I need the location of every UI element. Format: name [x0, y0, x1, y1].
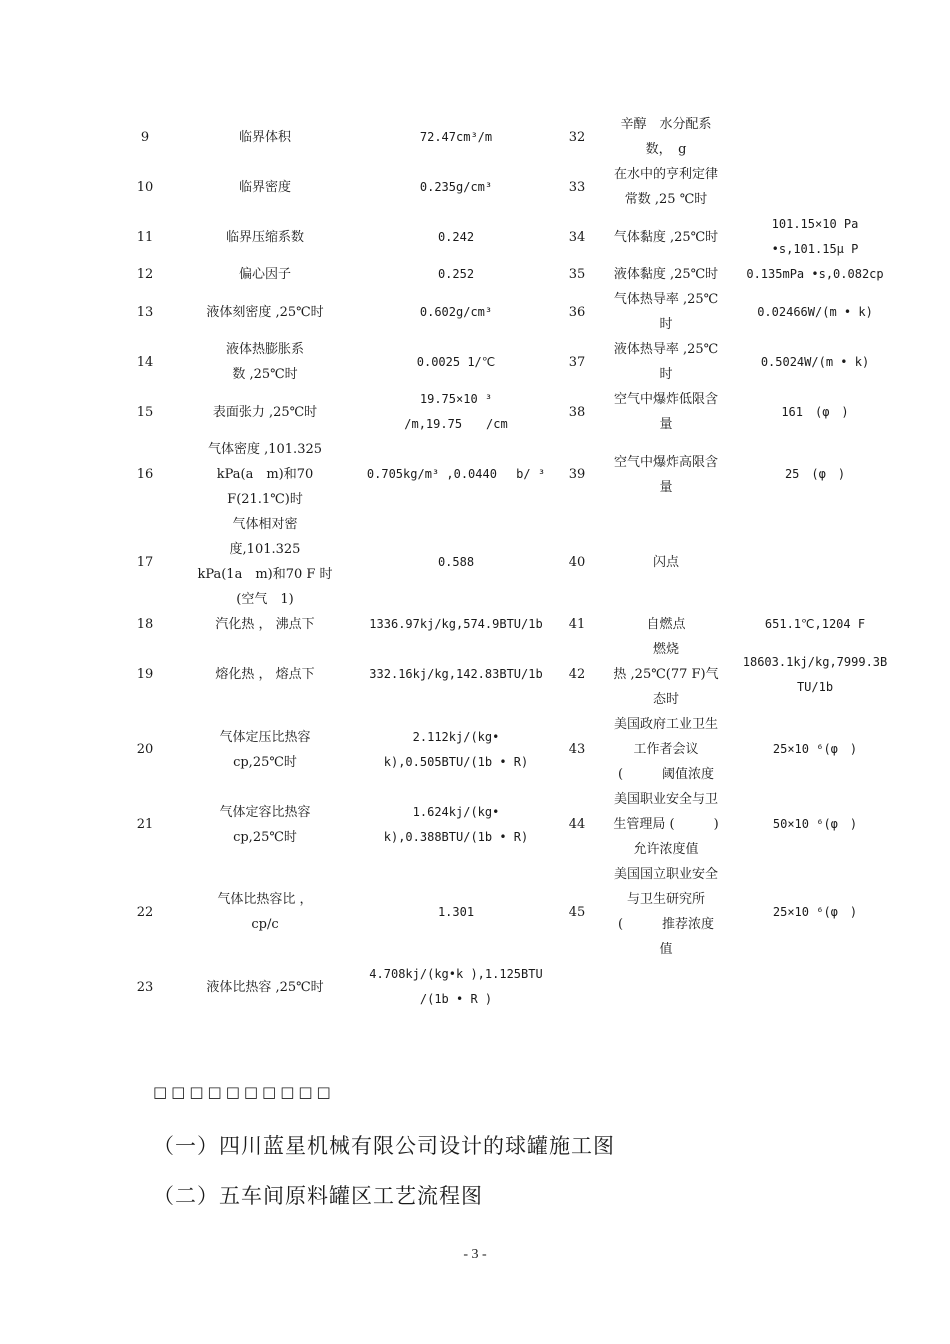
- left-item-number: 17: [136, 554, 154, 570]
- properties-table-body: [120, 112, 900, 1012]
- right-property-name: 空气中爆炸低限含 量: [613, 392, 718, 432]
- left-property-value: 0.242: [437, 229, 475, 244]
- page-number: - 3 -: [463, 1247, 487, 1262]
- table-row: [120, 962, 900, 1012]
- right-property-value: [730, 162, 900, 212]
- drawing-reference-2: （二）五车间原料罐区工艺流程图: [153, 1184, 483, 1208]
- right-property-value: [730, 962, 900, 1012]
- left-property-name: 气体比热容比 ， cp/c: [217, 892, 313, 932]
- right-item-number: 34: [568, 229, 586, 245]
- right-item-number: 40: [568, 554, 586, 570]
- left-item-number: 13: [136, 304, 154, 320]
- left-property-value: 0.588: [437, 554, 475, 569]
- left-item-number: 15: [136, 404, 154, 420]
- left-item-number: 21: [136, 817, 154, 832]
- left-property-value: 0.252: [437, 267, 475, 281]
- right-property-name: [602, 962, 730, 1012]
- right-property-name: 美国职业安全与卫 生管理局 ( ) 允许浓度值: [613, 792, 719, 857]
- right-item-number: 38: [568, 404, 586, 420]
- right-property-value: 25 (φ ): [784, 467, 846, 481]
- right-property-value: [730, 512, 900, 612]
- table-row: [120, 112, 900, 162]
- table-row: [120, 637, 900, 712]
- right-item-number: 36: [568, 304, 586, 320]
- left-property-name: 汽化热 ， 沸点下: [215, 617, 315, 632]
- left-item-number: 11: [136, 229, 154, 245]
- right-property-name: 辛醇 水分配系 数， g: [620, 117, 712, 157]
- table-row: [120, 387, 900, 437]
- left-property-name: 气体相对密 度,101.325 kPa(1a m)和70 F 时 (空气 1): [197, 517, 333, 607]
- table-row: [120, 787, 900, 862]
- left-property-value: 332.16kj/kg,142.83BTU/1b: [369, 667, 543, 681]
- right-item-number: 35: [568, 267, 586, 282]
- left-item-number: 18: [136, 617, 154, 632]
- left-property-value: 1.624kj/(kg• k),0.388BTU/(1b • R): [383, 804, 529, 844]
- right-property-name: 闪点: [652, 554, 679, 570]
- right-property-name: 气体黏度 ,25℃时: [613, 229, 719, 245]
- right-item-number: 39: [568, 467, 586, 482]
- left-property-name: 熔化热 ， 熔点下: [215, 667, 315, 682]
- right-item-number: 42: [568, 667, 586, 682]
- table-row: [120, 337, 900, 387]
- left-property-name: 临界密度: [238, 179, 291, 195]
- right-property-value: [730, 112, 900, 162]
- right-item-number: 45: [568, 904, 586, 920]
- left-property-name: 液体刻密度 ,25℃时: [206, 304, 324, 320]
- right-property-name: 自燃点: [646, 617, 686, 632]
- left-property-name: 液体热膨胀系 数 ,25℃时: [225, 342, 304, 382]
- right-property-name: 液体黏度 ,25℃时: [613, 267, 719, 282]
- drawing-reference-1: （一）四川蓝星机械有限公司设计的球罐施工图: [153, 1134, 615, 1158]
- right-item-number: [552, 962, 602, 1012]
- right-property-value: 651.1℃,1204 F: [764, 617, 866, 631]
- table-row: [120, 862, 900, 962]
- left-property-value: 0.235g/cm³: [419, 179, 493, 194]
- left-property-value: 19.75×10 ³ /m,19.75 /cm: [404, 392, 508, 431]
- right-property-name: 在水中的亨利定律 常数 ,25 ℃时: [613, 167, 718, 207]
- right-property-name: 气体热导率 ,25℃ 时: [613, 292, 719, 332]
- left-property-name: 偏心因子: [238, 267, 291, 282]
- right-item-number: 43: [568, 742, 586, 757]
- physical-properties-table: [120, 112, 900, 1012]
- table-row: [120, 262, 900, 287]
- left-property-value: 2.112kj/(kg• k),0.505BTU/(1b • R): [383, 729, 529, 769]
- right-property-name: 空气中爆炸高限含 量: [613, 454, 718, 495]
- left-property-value: 0.0025 1/℃: [416, 354, 496, 369]
- section-heading: □□□□□□□□□□: [153, 1083, 335, 1101]
- left-property-value: 72.47cm³/m: [419, 129, 493, 144]
- left-item-number: 16: [136, 467, 154, 482]
- left-property-name: 临界压缩系数: [225, 229, 304, 245]
- right-property-name: 燃烧 热 ,25℃(77 F)气 态时: [613, 642, 719, 707]
- left-property-name: 气体定压比热容 cp,25℃时: [219, 729, 311, 770]
- left-property-value: 1.301: [437, 904, 475, 919]
- table-row: [120, 712, 900, 787]
- right-item-number: 41: [568, 617, 586, 632]
- left-property-value: 4.708kj/(kg•k ),1.125BTU /(1b • R ): [369, 967, 543, 1006]
- left-item-number: 20: [136, 742, 154, 757]
- right-property-name: 液体热导率 ,25℃ 时: [613, 342, 719, 382]
- right-item-number: 44: [568, 817, 586, 832]
- left-property-name: 气体密度 ,101.325 kPa(a m)和70 F(21.1℃)时: [207, 442, 323, 507]
- right-property-name: 美国国立职业安全 与卫生研究所 ( 推荐浓度 值: [613, 867, 718, 957]
- table-row: [120, 162, 900, 212]
- left-item-number: 22: [136, 904, 154, 920]
- right-property-value: 161 (φ ): [781, 404, 849, 419]
- left-item-number: 9: [140, 129, 150, 145]
- right-property-value: 50×10 ⁶(φ ): [772, 817, 858, 831]
- left-item-number: 14: [136, 354, 154, 370]
- left-property-value: 0.705kg/m³ ,0.0440 b/ ³: [366, 467, 546, 481]
- right-property-value: 0.135mPa •s,0.082cp: [746, 267, 884, 281]
- right-property-value: 18603.1kj/kg,7999.3B TU/1b: [742, 654, 888, 694]
- left-item-number: 23: [136, 979, 154, 995]
- left-property-name: 液体比热容 ,25℃时: [206, 979, 324, 995]
- right-property-value: 101.15×10 Pa •s,101.15μ P: [771, 217, 859, 256]
- right-property-value: 25×10 ⁶(φ ): [772, 904, 858, 919]
- right-item-number: 32: [568, 129, 586, 145]
- right-property-name: 美国政府工业卫生 工作者会议 ( 阈值浓度: [613, 717, 718, 782]
- left-property-name: 气体定容比热容 cp,25℃时: [219, 804, 311, 845]
- right-item-number: 33: [568, 179, 586, 195]
- left-property-value: 0.602g/cm³: [419, 304, 493, 319]
- right-property-value: 25×10 ⁶(φ ): [772, 742, 858, 756]
- right-property-value: 0.02466W/(m • k): [757, 304, 873, 319]
- left-property-name: 表面张力 ,25℃时: [212, 404, 318, 420]
- table-row: [120, 212, 900, 262]
- table-row: [120, 437, 900, 512]
- left-property-name: 临界体积: [238, 129, 291, 145]
- left-item-number: 19: [136, 667, 154, 682]
- left-property-value: 1336.97kj/kg,574.9BTU/1b: [369, 617, 543, 631]
- right-item-number: 37: [568, 354, 586, 370]
- table-row: [120, 512, 900, 612]
- left-item-number: 10: [136, 179, 154, 195]
- table-row: [120, 612, 900, 637]
- left-item-number: 12: [136, 267, 154, 282]
- right-property-value: 0.5024W/(m • k): [760, 354, 870, 369]
- table-row: [120, 287, 900, 337]
